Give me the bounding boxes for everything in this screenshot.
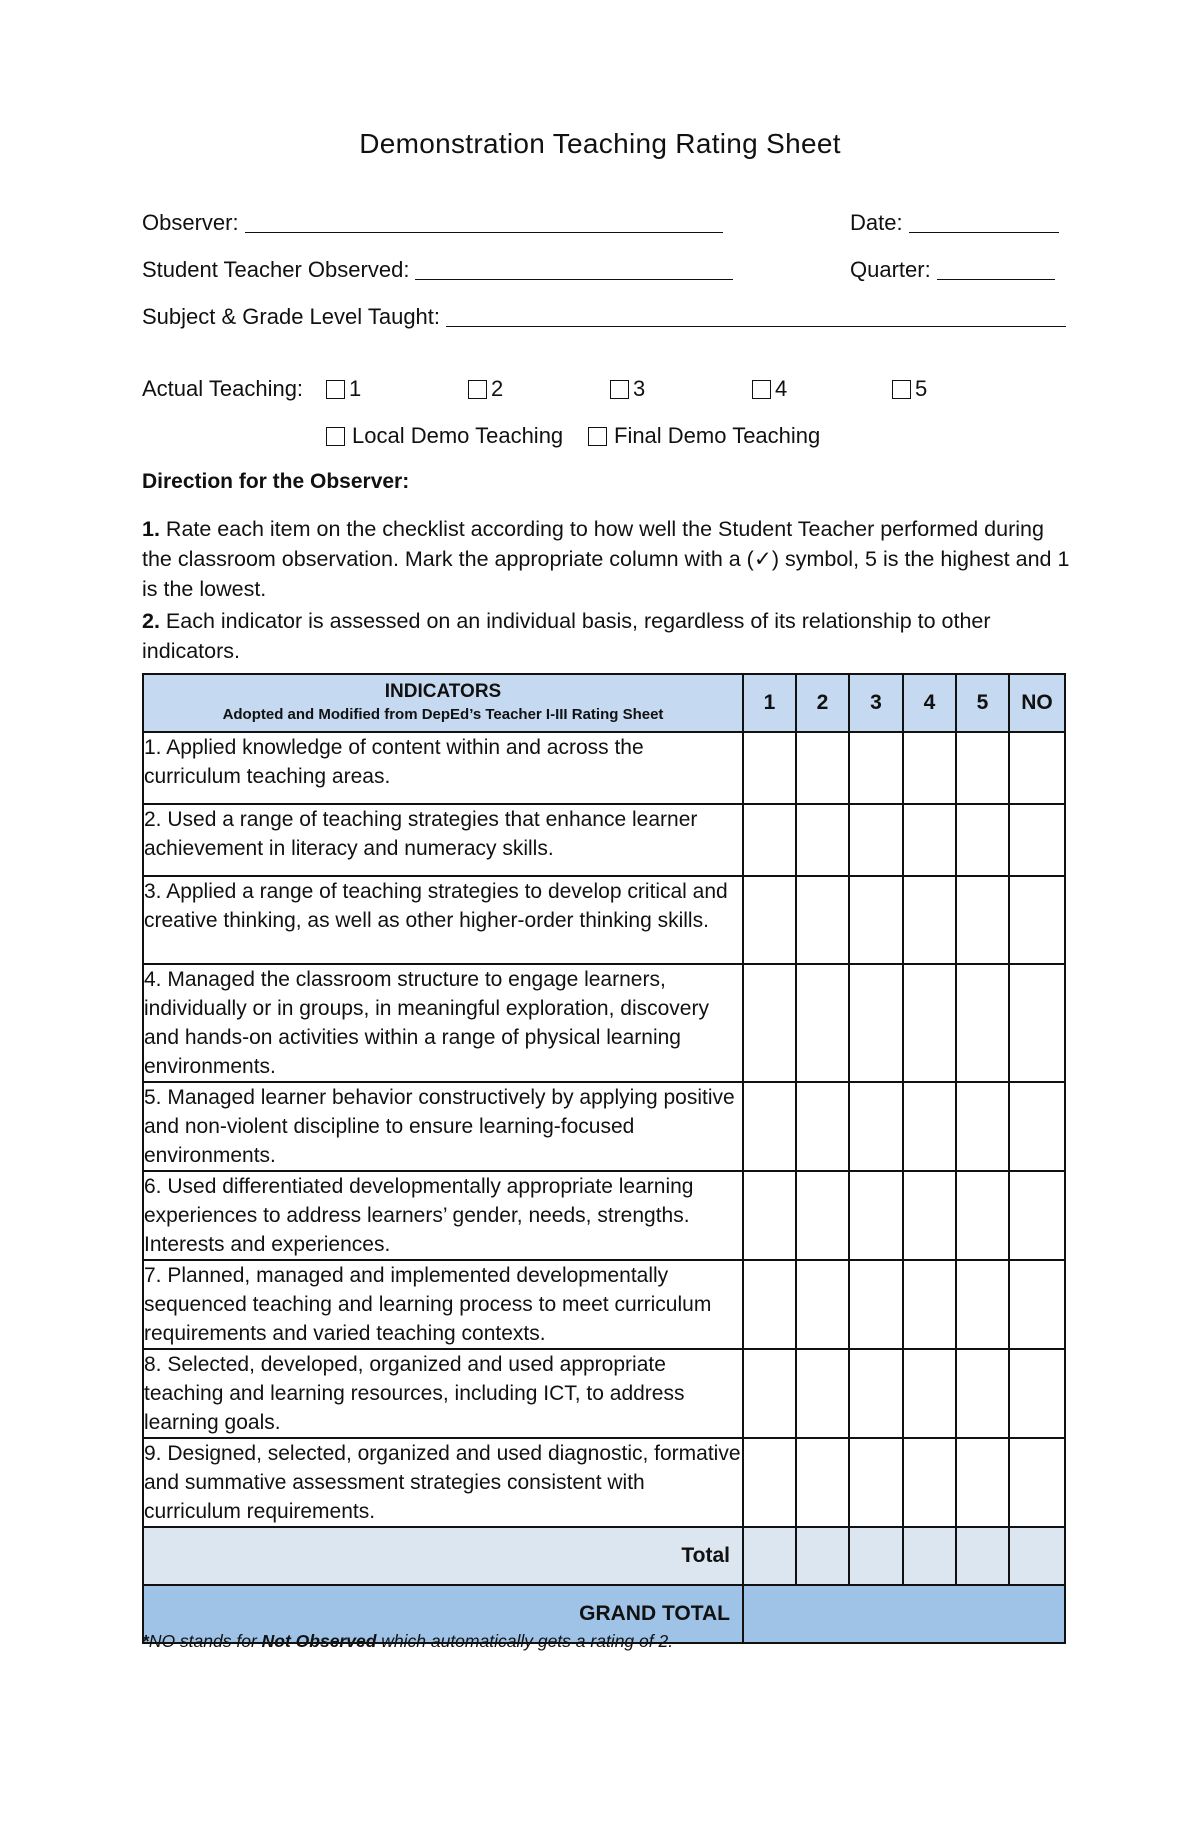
rating-cell-2[interactable] [796,1438,849,1527]
rating-cell-5[interactable] [956,1260,1009,1349]
rating-cell-2[interactable] [796,1260,849,1349]
quarter-label: Quarter: [850,257,931,282]
rating-cell-5[interactable] [956,876,1009,964]
rating-cell-4[interactable] [903,964,956,1082]
rating-cell-5[interactable] [956,732,1009,804]
checkbox-label: 3 [633,376,646,401]
checkbox-actual-5[interactable] [892,376,927,402]
rating-cell-4[interactable] [903,1082,956,1171]
table-row [143,964,1065,1082]
table-row [143,732,1065,804]
indicator-cell: 5. Managed learner behavior constructively by applying positive and non-violent discipline to ensure learning-focused environments. [143,1082,743,1171]
rating-cell-3[interactable] [849,964,903,1082]
footnote-star: * [142,1631,149,1651]
column-header-no: NO [1009,674,1065,732]
checkbox-box[interactable] [610,380,629,399]
date-label: Date: [850,210,903,235]
rating-cell-5[interactable] [956,964,1009,1082]
rating-cell-1[interactable] [743,1171,796,1260]
rating-cell-1[interactable] [743,964,796,1082]
direction-item-text: Each indicator is assessed on an individual basis, regardless of its relationship to other indicators. [142,609,991,663]
indicator-cell: 9. Designed, selected, organized and used diagnostic, formative and summative assessment strategies consistent with curriculum requirements. [143,1438,743,1527]
student-teacher-line[interactable] [415,257,733,280]
indicator-cell: 6. Used differentiated developmentally appropriate learning experiences to address learners’ gender, needs, strengths. Interests and experiences. [143,1171,743,1260]
rating-cell-2[interactable] [796,1082,849,1171]
footnote [142,1631,673,1652]
rating-cell-2[interactable] [796,964,849,1082]
direction-heading: Direction for the Observer: [142,470,410,493]
rating-cell-no[interactable] [1009,1438,1065,1527]
rating-cell-3[interactable] [849,1171,903,1260]
direction-item-number: 1. [142,517,160,541]
checkbox-label: 2 [491,376,504,401]
checkbox-local-demo[interactable] [326,423,563,449]
column-header-5: 5 [956,674,1009,732]
observer-line[interactable] [245,210,723,233]
rating-cell-1[interactable] [743,1260,796,1349]
footnote-rest: which automatically gets a rating of 2. [376,1631,674,1651]
quarter-field[interactable] [850,257,1055,283]
checkbox-actual-2[interactable] [468,376,503,402]
rating-cell-5[interactable] [956,804,1009,876]
total-cell-no[interactable] [1009,1527,1065,1585]
checkbox-box[interactable] [326,380,345,399]
rating-cell-no[interactable] [1009,876,1065,964]
rating-cell-5[interactable] [956,1082,1009,1171]
table-row [143,1260,1065,1349]
total-label: Total [143,1527,743,1585]
checkbox-box[interactable] [468,380,487,399]
rating-cell-2[interactable] [796,804,849,876]
date-field[interactable] [850,210,1059,236]
indicator-cell: 2. Used a range of teaching strategies that enhance learner achievement in literacy and numeracy skills. [143,804,743,876]
indicator-cell: 1. Applied knowledge of content within and across the curriculum teaching areas. [143,732,743,804]
table-row [143,876,1065,964]
checkbox-box[interactable] [326,427,345,446]
rating-cell-1[interactable] [743,1349,796,1438]
rating-cell-no[interactable] [1009,1260,1065,1349]
observer-field[interactable] [142,210,723,236]
rating-cell-5[interactable] [956,1438,1009,1527]
rating-cell-3[interactable] [849,1260,903,1349]
rating-cell-no[interactable] [1009,1349,1065,1438]
indicator-cell: 3. Applied a range of teaching strategies to develop critical and creative thinking, as well as other higher-order thinking skills. [143,876,743,964]
table-row [143,1349,1065,1438]
subject-grade-label: Subject & Grade Level Taught: [142,304,441,329]
rating-cell-2[interactable] [796,876,849,964]
checkbox-label: Local Demo Teaching [352,423,564,448]
rating-cell-1[interactable] [743,1082,796,1171]
rating-cell-1[interactable] [743,1438,796,1527]
total-cell-1[interactable] [743,1527,796,1585]
checkbox-box[interactable] [752,380,771,399]
direction-item-text: Rate each item on the checklist according to how well the Student Teacher performed during the classroom observation. Mark the appropriate column with a (✓) symbol, 5 is the highest and 1 is the lowest. [142,517,1070,601]
total-cell-2[interactable] [796,1527,849,1585]
rating-cell-no[interactable] [1009,804,1065,876]
rating-cell-4[interactable] [903,1438,956,1527]
rating-cell-no[interactable] [1009,964,1065,1082]
checkbox-label: 4 [775,376,788,401]
checkbox-label: Final Demo Teaching [614,423,821,448]
footnote-no: NO [148,1631,176,1651]
rating-cell-4[interactable] [903,1349,956,1438]
checkbox-actual-1[interactable] [326,376,361,402]
rating-cell-3[interactable] [849,876,903,964]
footnote-not-observed: Not Observed [261,1631,377,1651]
checkbox-label: 1 [349,376,362,401]
rating-cell-no[interactable] [1009,1171,1065,1260]
table-row [143,1171,1065,1260]
direction-item-number: 2. [142,609,160,633]
indicator-cell: 7. Planned, managed and implemented developmentally sequenced teaching and learning process to meet curriculum requirements and varied teaching contexts. [143,1260,743,1349]
quarter-line[interactable] [937,257,1055,280]
footnote-stands-for: stands for [175,1631,262,1651]
rating-cell-2[interactable] [796,1349,849,1438]
rating-cell-3[interactable] [849,732,903,804]
grand-total-cell[interactable] [743,1585,1065,1643]
checkbox-box[interactable] [588,427,607,446]
rating-cell-3[interactable] [849,1349,903,1438]
indicators-header-title: INDICATORS [384,681,502,703]
rating-cell-5[interactable] [956,1349,1009,1438]
column-header-2: 2 [796,674,849,732]
rating-cell-3[interactable] [849,1438,903,1527]
indicator-cell: 4. Managed the classroom structure to engage learners, individually or in groups, in meaningful exploration, discovery and hands-on activities within a range of physical learning environments. [143,964,743,1082]
table-row [143,1438,1065,1527]
checkbox-actual-3[interactable] [610,376,645,402]
grand-total-label: GRAND TOTAL [143,1585,743,1643]
table-row [143,804,1065,876]
rating-cell-3[interactable] [849,1082,903,1171]
subject-grade-field[interactable] [142,304,1066,330]
rating-cell-4[interactable] [903,1260,956,1349]
rating-cell-5[interactable] [956,1171,1009,1260]
rating-cell-1[interactable] [743,876,796,964]
rating-table [142,673,1066,1644]
rating-cell-4[interactable] [903,876,956,964]
rating-cell-1[interactable] [743,804,796,876]
indicator-cell: 8. Selected, developed, organized and used appropriate teaching and learning resources, including ICT, to address learning goals. [143,1349,743,1438]
date-line[interactable] [909,210,1059,233]
column-header-3: 3 [849,674,903,732]
column-header-4: 4 [903,674,956,732]
total-row [143,1527,1065,1585]
rating-cell-4[interactable] [903,804,956,876]
table-header-row [143,674,1065,732]
checkbox-label: 5 [915,376,928,401]
total-cell-3[interactable] [849,1527,903,1585]
observer-label: Observer: [142,210,239,235]
total-cell-4[interactable] [903,1527,956,1585]
rating-cell-4[interactable] [903,1171,956,1260]
direction-item-2 [142,606,1072,666]
student-teacher-label: Student Teacher Observed: [142,257,410,282]
table-row [143,1082,1065,1171]
checkbox-final-demo[interactable] [588,423,820,449]
column-header-1: 1 [743,674,796,732]
rating-cell-4[interactable] [903,732,956,804]
subject-grade-line[interactable] [446,304,1066,327]
rating-cell-2[interactable] [796,732,849,804]
direction-item-1 [142,514,1072,604]
checkbox-actual-4[interactable] [752,376,787,402]
rating-cell-3[interactable] [849,804,903,876]
page-title: Demonstration Teaching Rating Sheet [359,128,841,159]
checkbox-box[interactable] [892,380,911,399]
indicators-header [143,674,743,732]
actual-teaching-label: Actual Teaching: [142,376,304,401]
total-cell-5[interactable] [956,1527,1009,1585]
rating-cell-no[interactable] [1009,732,1065,804]
rating-cell-no[interactable] [1009,1082,1065,1171]
rating-cell-2[interactable] [796,1171,849,1260]
rating-cell-1[interactable] [743,732,796,804]
student-teacher-field[interactable] [142,257,733,283]
indicators-header-subtitle: Adopted and Modified from DepEd’s Teacher I-III Rating Sheet [222,706,664,724]
